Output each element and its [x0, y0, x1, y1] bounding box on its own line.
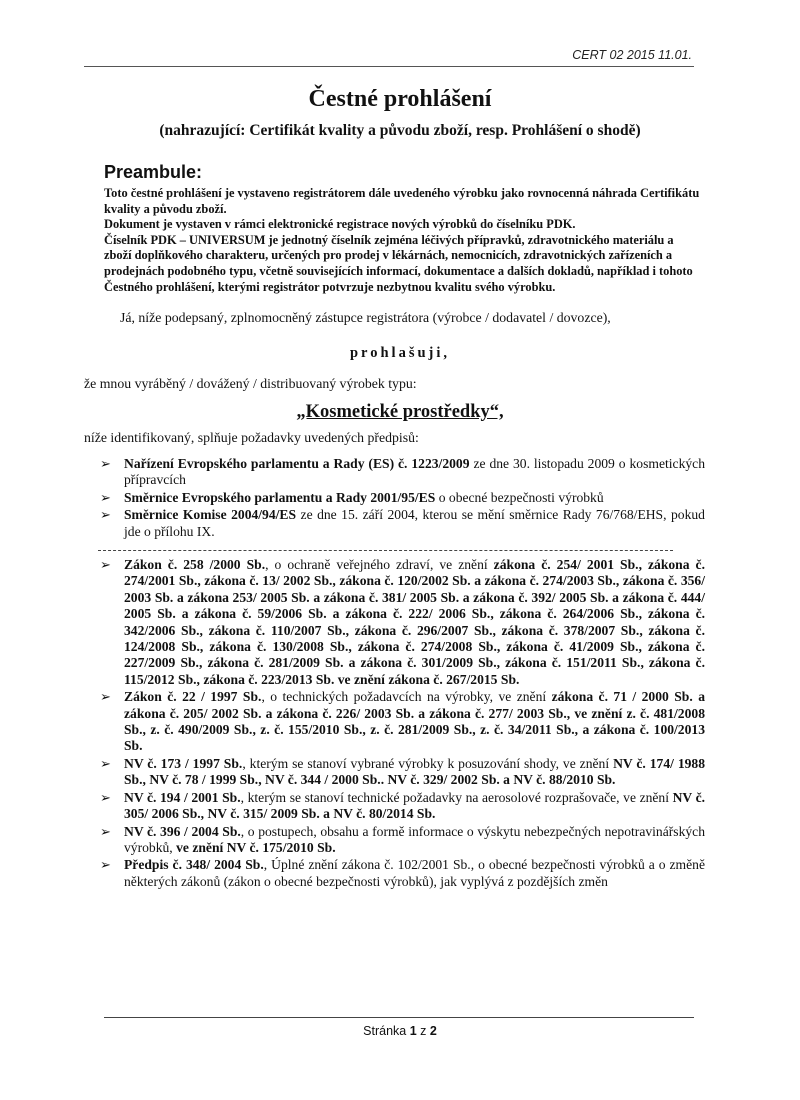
page-number: [0, 1024, 800, 1038]
law-amendments: NV č. 174/ 1988 Sb., NV č. 78 / 1999 Sb., NV č. 344 / 2000 Sb.. NV č. 329/ 2002 Sb. a NV č. 88/2010 Sb.: [124, 755, 706, 788]
footer-divider: [104, 1017, 694, 1018]
law-title: NV č. 173 / 1997 Sb.: [124, 755, 243, 771]
declaration-word: prohlašuji,: [349, 345, 451, 361]
page-separator: z: [416, 1024, 430, 1038]
law-item: [100, 689, 705, 755]
identification-line: níže identifikovaný, splňuje požadavky uvedených předpisů:: [84, 430, 419, 445]
law-item: [100, 824, 705, 857]
regulation-title: Nařízení Evropského parlamentu a Rady (ES) č. 1223/2009: [124, 456, 470, 471]
arrow-bullet-icon: ➢: [100, 489, 111, 505]
law-item: [100, 557, 705, 688]
regulation-title: Směrnice Evropského parlamentu a Rady 2001/95/ES: [124, 489, 436, 505]
preamble-paragraph: Toto čestné prohlášení je vystaveno registrátorem dále uvedeného výrobku jako rovnocenná náhrada Certifikátu kvality a původu zboží.: [104, 186, 700, 216]
preamble-paragraph: Číselník PDK – UNIVERSUM je jednotný číselník zejména léčivých přípravků, zdravotnického materiálu a zboží doplňkového charakteru, určených pro prodej v lékárnách, nemocnicích, zdravotnických zařízeních a prodejnách podobného typu, včetně souvisejících informací, dokumentace a dalších dokladů, například i tohoto Čestného prohlášení, kterými registrátor potvrzuje nezbytnou kvalitu svého výrobku.: [104, 232, 693, 294]
law-amendments: ve znění NV č. 175/2010 Sb.: [176, 839, 336, 855]
regulation-description: ze dne 15. září 2004, kterou se mění směrnice Rady 76/768/EHS, pokud jde o přílohu IX.: [124, 507, 705, 539]
product-type: „Kosmetické prostředky“,: [296, 402, 504, 422]
document-title: Čestné prohlášení: [308, 86, 492, 112]
certificate-code: CERT 02 2015 11.01.: [572, 48, 692, 62]
header-divider: [84, 66, 694, 67]
regulation-description: o obecné bezpečnosti výrobků: [435, 489, 604, 505]
regulation-item: [100, 490, 705, 506]
arrow-bullet-icon: ➢: [100, 507, 111, 523]
law-title: Zákon č. 258 /2000 Sb.: [124, 557, 266, 572]
cz-laws-list: [100, 557, 705, 891]
law-item: [100, 790, 705, 823]
arrow-bullet-icon: ➢: [100, 857, 111, 873]
document-subtitle: (nahrazující: Certifikát kvality a původu zboží, resp. Prohlášení o shodě): [159, 122, 641, 139]
law-title: NV č. 396 / 2004 Sb.: [124, 823, 241, 839]
eu-regulations-list: [100, 456, 705, 541]
preamble-text: [104, 186, 704, 295]
law-item: [100, 857, 705, 890]
preamble-heading: Preambule:: [104, 162, 203, 182]
law-title: NV č. 194 / 2001 Sb.: [124, 789, 241, 805]
current-page: 1: [409, 1024, 417, 1038]
arrow-bullet-icon: ➢: [100, 823, 111, 839]
law-amendments: NV č. 305/ 2006 Sb., NV č. 315/ 2009 Sb. a NV č. 80/2014 Sb.: [124, 789, 705, 822]
law-amendments: zákona č. 254/ 2001 Sb., zákona č. 274/2001 Sb., zákona č. 13/ 2002 Sb., zákona č. 120/2002 Sb. a zákona č. 274/2003 Sb., zákona č. 356/ 2003 Sb. a zákona 253/ 2005 Sb. a zákona č. 381/ 2005 Sb. a zákona č. 392/ 2005 Sb. a zákona č. 444/ 2005 Sb. a zákona č. 59/2006 Sb. a zákona č. 222/ 2006 Sb., zákona č. 264/2006 Sb., zákona č. 342/2006 Sb., zákona č. 110/2007 Sb., zákona č. 296/2007 Sb., zákona č. 378/2007 Sb., zákona č. 124/2008 Sb., zákona č. 130/2008 Sb., zákona č. 274/2008 Sb., zákona č. 41/2009 Sb., zákona č. 227/2009 Sb., zákona č. 281/2009 Sb. a zákona č. 301/2009 Sb., zákona č. 151/2011 Sb., zákona č. 115/2012 Sb., zákona č. 223/2013 Sb. ve znění zákona č. 267/2015 Sb.: [124, 557, 705, 687]
page-label: Stránka: [363, 1024, 410, 1038]
preamble-paragraph: Dokument je vystaven v rámci elektronické registrace nových výrobků do číselníku PDK.: [104, 217, 576, 232]
regulation-description: ze dne 30. listopadu 2009 o kosmetických přípravcích: [124, 456, 705, 488]
law-description: , Úplné znění zákona č. 102/2001 Sb., o obecné bezpečnosti výrobků a o změně některých zákonů (zákon o obecné bezpečnosti výrobků), jak vyplývá z pozdějších změn: [124, 857, 705, 889]
intro-statement: Já, níže podepsaný, zplnomocněný zástupce registrátora (výrobce / dodavatel / dovozce),: [120, 310, 611, 325]
law-description: , o technických požadavcích na výrobky, ve znění: [261, 689, 552, 705]
law-title: Předpis č. 348/ 2004 Sb.: [124, 857, 264, 873]
arrow-bullet-icon: ➢: [100, 456, 111, 471]
arrow-bullet-icon: ➢: [100, 557, 111, 572]
law-title: Zákon č. 22 / 1997 Sb.: [124, 689, 262, 705]
section-divider: [98, 550, 673, 551]
total-pages: 2: [429, 1024, 437, 1038]
regulation-title: Směrnice Komise 2004/94/ES: [124, 507, 297, 523]
law-description: , o postupech, obsahu a formě informace o výskytu nebezpečných nepotravinářských výrobků,: [124, 823, 705, 855]
law-description: , kterým se stanoví vybrané výrobky k posuzování shody, ve znění: [242, 755, 614, 771]
arrow-bullet-icon: ➢: [100, 789, 111, 805]
law-description: , kterým se stanoví technické požadavky na aerosolové rozprašovače, ve znění: [240, 789, 673, 805]
regulation-item: [100, 507, 705, 540]
product-type-line: že mnou vyráběný / dovážený / distribuovaný výrobek typu:: [84, 376, 417, 391]
arrow-bullet-icon: ➢: [100, 689, 111, 705]
law-amendments: zákona č. 71 / 2000 Sb. a zákona č. 205/ 2002 Sb. a zákona č. 226/ 2003 Sb. a zákona č. 277/ 2003 Sb., ve znění z. č. 481/2008 Sb., z. č. 490/2009 Sb., z. č. 155/2010 Sb., z. č. 281/2009 Sb., z. č. 34/2011 Sb., a zákona č. 100/2013 Sb.: [124, 689, 705, 754]
regulation-item: [100, 456, 705, 489]
arrow-bullet-icon: ➢: [100, 755, 111, 771]
law-item: [100, 756, 705, 789]
law-description: , o ochraně veřejného zdraví, ve znění: [265, 557, 494, 572]
